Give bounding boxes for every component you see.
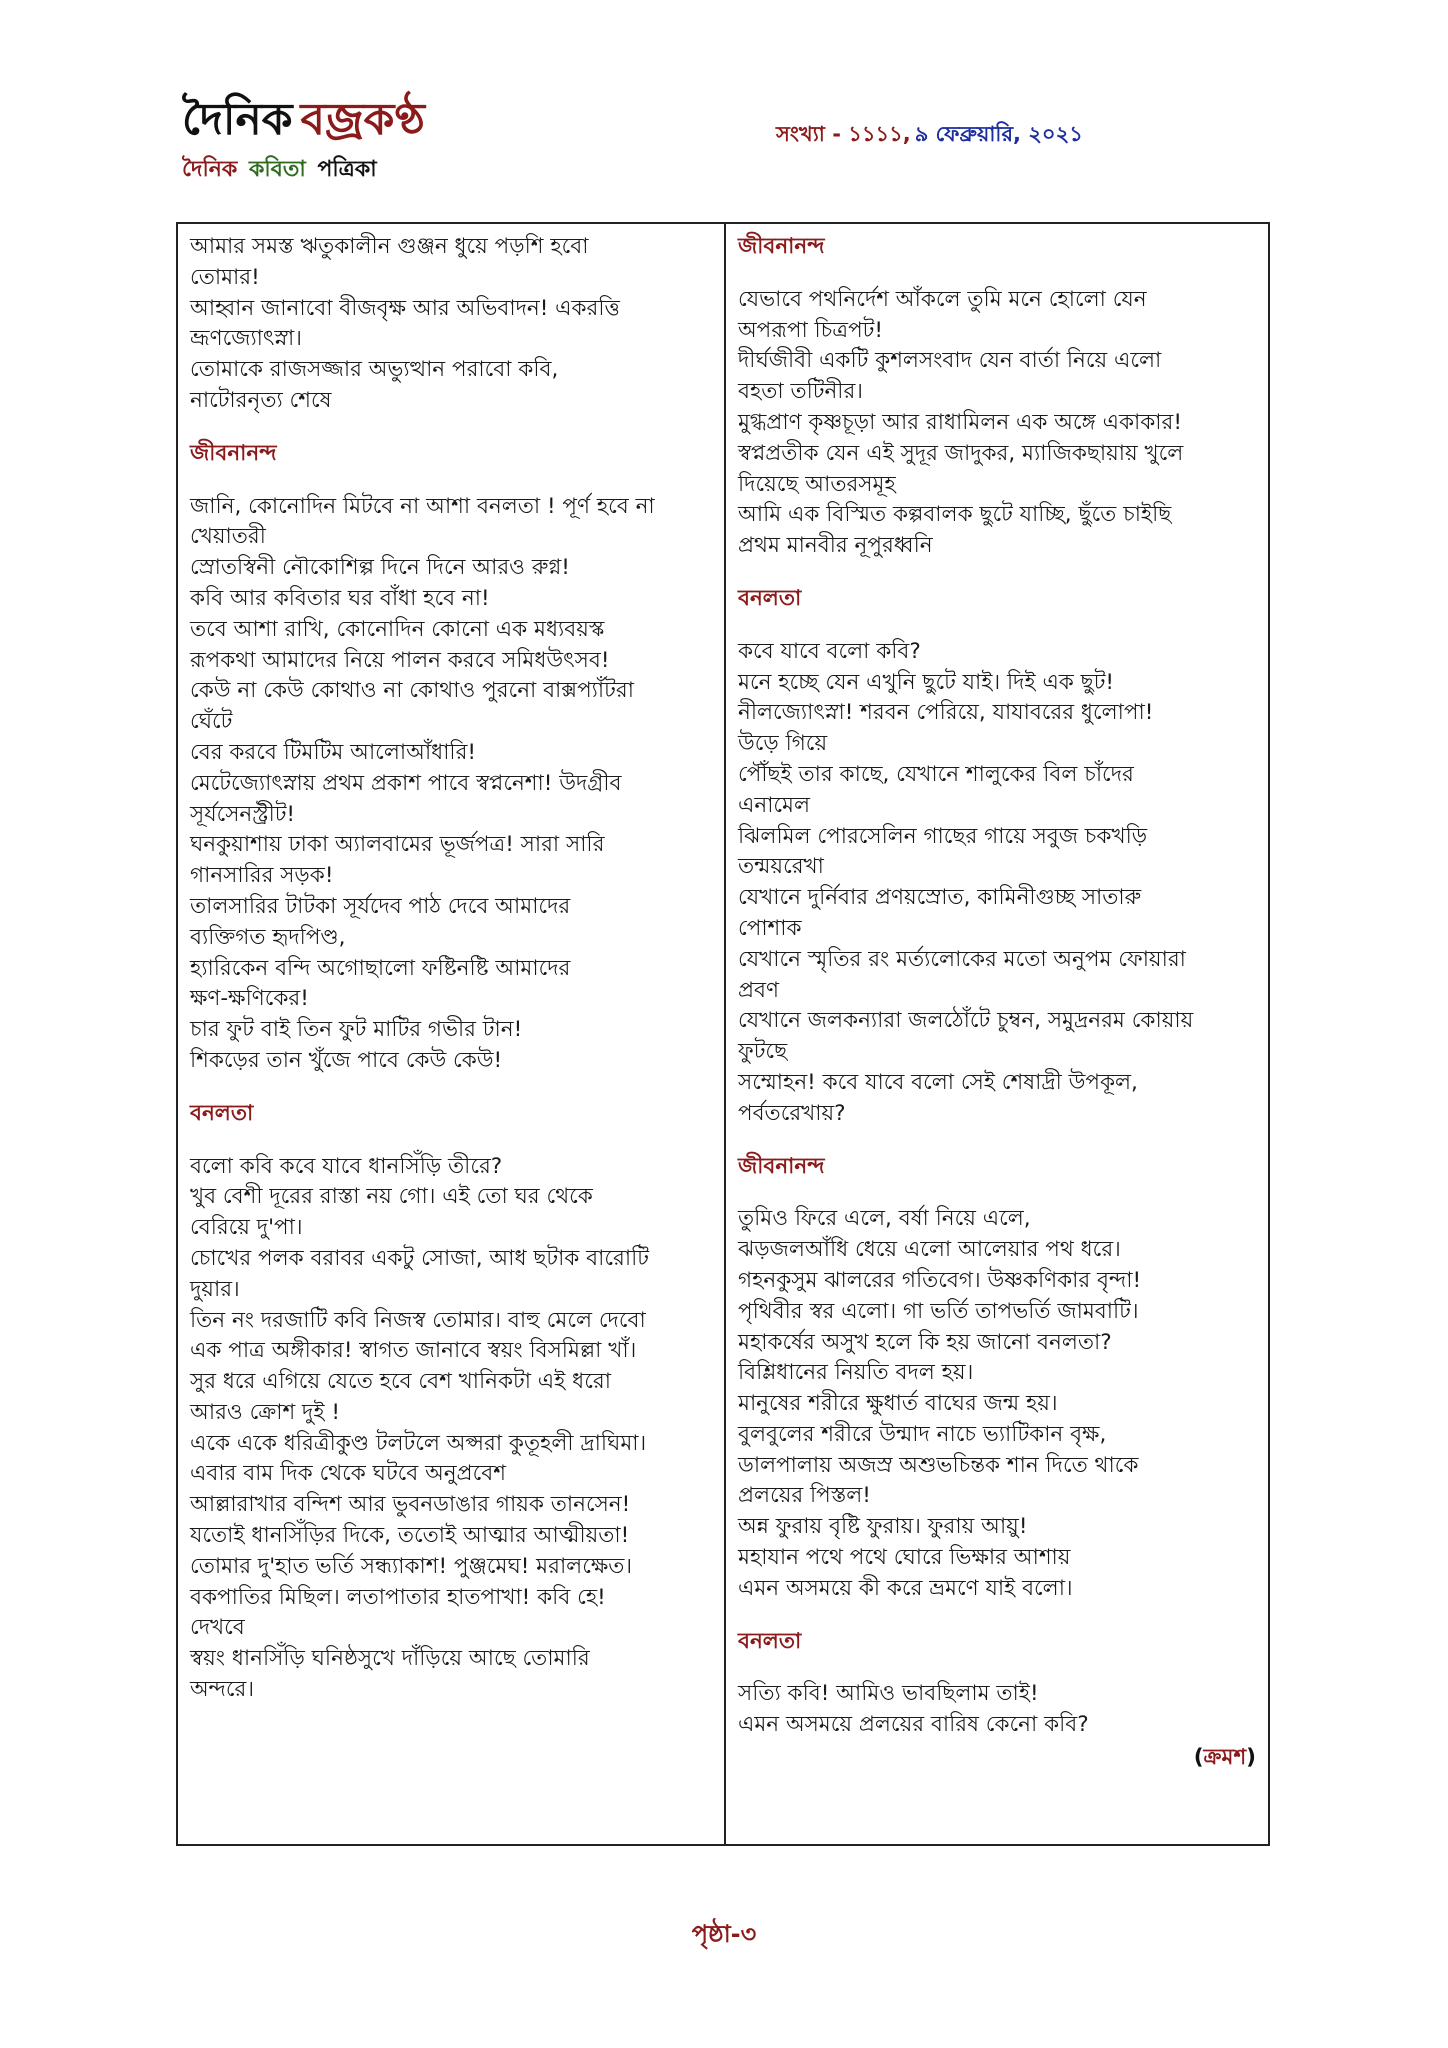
- poem-line: তোমার!: [190, 264, 260, 290]
- left-block-3: [190, 1152, 710, 1706]
- poem-line: একে একে ধরিত্রীকুণ্ড টলটলে অপ্সরা কুতূহলী দ্রাঘিমা।: [190, 1430, 647, 1456]
- masthead: [182, 96, 425, 189]
- poem-line: তুমিও ফিরে এলে, বর্ষা নিয়ে এলে,: [738, 1206, 1031, 1232]
- speaker-heading: জীবনানন্দ: [738, 1153, 825, 1179]
- poem-line: আমি এক বিস্মিত কল্পবালক ছুটে যাচ্ছি, ছুঁতে চাইছি: [738, 502, 1172, 528]
- poem-line: ঝড়জলআঁধি ধেয়ে এলো আলেয়ার পথ ধরে।: [738, 1237, 1121, 1263]
- poem-line: এবার বাম দিক থেকে ঘটবে অনুপ্রবেশ: [190, 1461, 506, 1487]
- poem-line: অন্দরে।: [190, 1677, 255, 1703]
- poem-line: গহনকুসুম ঝালরের গতিবেগ। উষ্ণকণিকার বৃন্দা!: [738, 1267, 1142, 1293]
- poem-line: ব্যক্তিগত হৃদপিণ্ড,: [190, 924, 346, 950]
- column-divider: [724, 224, 726, 1844]
- poem-line: মনে হচ্ছে যেন এখুনি ছুটে যাই। দিই এক ছুট!: [738, 669, 1115, 695]
- poem-line: ঘেঁটে: [190, 709, 233, 735]
- poem-line: সুর ধরে এগিয়ে যেতে হবে বেশ খানিকটা এই ধরো: [190, 1369, 611, 1395]
- speaker-heading: জীবনানন্দ: [738, 234, 825, 259]
- issue-number: সংখ্যা - ১১১১,: [776, 122, 911, 146]
- continued-open-paren: (: [1193, 1745, 1204, 1771]
- poem-line: বের করবে টিমটিম আলোআঁধারি!: [190, 739, 477, 765]
- poem-line: ডালপালায় অজস্র অশুভচিন্তক শান দিতে থাকে: [738, 1452, 1139, 1478]
- poem-line: ফুটছে: [738, 1039, 788, 1065]
- speaker-heading: বনলতা: [738, 585, 802, 611]
- poem-line: তন্ময়রেখা: [738, 854, 824, 880]
- poem-line: এক পাত্র অঙ্গীকার! স্বাগত জানাবে স্বয়ং বিসমিল্লা খাঁ।: [190, 1338, 637, 1364]
- poem-line: দেখবে: [190, 1615, 245, 1641]
- poem-line: বলো কবি কবে যাবে ধানসিঁড়ি তীরে?: [190, 1153, 503, 1179]
- poem-line: স্রোতস্বিনী নৌকোশিল্প দিনে দিনে আরও রুগ্ন!: [190, 555, 570, 581]
- poem-line: যেখানে স্মৃতির রং মর্ত্যলোকের মতো অনুপম ফোয়ারা: [738, 946, 1186, 972]
- poem-line: তোমার দু'হাত ভর্তি সন্ধ্যাকাশ! পুঞ্জমেঘ! মরালক্ষেত।: [190, 1553, 633, 1579]
- poem-line: নীলজ্যোৎস্না! শরবন পেরিয়ে, যাযাবরের ধুলোপা!: [738, 700, 1154, 726]
- issue-date: ৯ ফেব্রুয়ারি, ২০২১: [914, 122, 1083, 146]
- poem-line: নাটোরনৃত্য শেষে: [190, 387, 332, 413]
- poem-line: যেখানে দুর্নিবার প্রণয়স্রোত, কামিনীগুচ্ছ সাতারু: [738, 885, 1142, 911]
- poem-line: মহাকর্ষের অসুখ হলে কি হয় জানো বনলতা?: [738, 1329, 1112, 1355]
- poem-line: চোখের পলক বরাবর একটু সোজা, আধ ছটাক বারোটি: [190, 1245, 649, 1271]
- poem-line: রূপকথা আমাদের নিয়ে পালন করবে সমিধউৎসব!: [190, 647, 610, 673]
- poem-line: মানুষের শরীরে ক্ষুধার্ত বাঘের জন্ম হয়।: [738, 1391, 1058, 1417]
- poem-line: প্রলয়ের পিস্তল!: [738, 1483, 871, 1509]
- poem-line: তালসারির টাটকা সূর্যদেব পাঠ দেবে আমাদের: [190, 893, 571, 919]
- poem-line: ক্ষণ-ক্ষণিকের!: [190, 986, 309, 1012]
- poem-line: খেয়াতরী: [190, 524, 266, 550]
- poem-line: বিশ্লিধানের নিয়তি বদল হয়।: [738, 1360, 974, 1386]
- poem-line: সূর্যসেনস্ট্রীট!: [190, 801, 296, 827]
- poem-line: পর্বতরেখায়?: [738, 1100, 846, 1126]
- poem-line: জানি, কোনোদিন মিটবে না আশা বনলতা ! পূর্ণ হবে না: [190, 493, 655, 519]
- poem-line: আমার সমস্ত ঋতুকালীন গুঞ্জন ধুয়ে পড়শি হবো: [190, 234, 589, 259]
- poem-line: তবে আশা রাখি, কোনোদিন কোনো এক মধ্যবয়স্ক: [190, 616, 605, 642]
- poem-line: তিন নং দরজাটি কবি নিজস্ব তোমার। বাহু মেলে দেবো: [190, 1307, 646, 1333]
- poem-line: ঝিলমিল পোরসেলিন গাছের গায়ে সবুজ চকখড়ি: [738, 823, 1148, 849]
- poem-line: মুগ্ধপ্রাণ কৃষ্ণচূড়া আর রাধামিলন এক অঙ্গে একাকার!: [738, 409, 1182, 435]
- poem-line: কবি আর কবিতার ঘর বাঁধা হবে না!: [190, 585, 490, 611]
- poem-line: বেরিয়ে দু'পা।: [190, 1215, 303, 1241]
- logo-word-2: বজ্রকণ্ঠ: [300, 94, 425, 145]
- poem-line: এমন অসময়ে প্রলয়ের বারিষ কেনো কবি?: [738, 1712, 1089, 1738]
- poem-line: দিয়েছে আতরসমূহ: [738, 471, 896, 497]
- right-block-2: [738, 637, 1260, 1130]
- poem-line: পোশাক: [738, 915, 802, 941]
- poem-line: দীর্ঘজীবী একটি কুশলসংবাদ যেন বার্তা নিয়ে এলো: [738, 348, 1162, 374]
- poem-line: যতোই ধানসিঁড়ির দিকে, ততোই আত্মার আত্মীয়তা!: [190, 1523, 630, 1549]
- poem-line: বুলবুলের শরীরে উন্মাদ নাচে ভ্যাটিকান বৃক্ষ,: [738, 1421, 1107, 1447]
- poem-line: বহতা তটিনীর।: [738, 379, 863, 405]
- poem-line: সম্মোহন! কবে যাবে বলো সেই শেষাদ্রী উপকূল,: [738, 1069, 1138, 1095]
- poem-line: বকপাতির মিছিল। লতাপাতার হাতপাখা! কবি হে!: [190, 1584, 606, 1610]
- tagline-word-3: পত্রিকা: [317, 157, 377, 183]
- left-block-1: [190, 232, 710, 417]
- poem-line: তোমাকে রাজসজ্জার অভ্যুত্থান পরাবো কবি,: [190, 357, 559, 383]
- page-number: পৃষ্ঠা-৩: [691, 1920, 757, 1948]
- poem-line: পৌঁছই তার কাছে, যেখানে শালুকের বিল চাঁদের: [738, 761, 1134, 787]
- poem-line: অপরূপা চিত্রপট!: [738, 317, 884, 343]
- poem-line: শিকড়ের তান খুঁজে পাবে কেউ কেউ!: [190, 1047, 503, 1073]
- poem-line: মেটেজ্যোৎস্নায় প্রথম প্রকাশ পাবে স্বপ্ননেশা! উদগ্রীব: [190, 770, 622, 796]
- poem-line: অন্ন ফুরায় বৃষ্টি ফুরায়। ফুরায় আয়ু!: [738, 1514, 1028, 1540]
- poem-line: ভ্রূণজ্যোৎস্না।: [190, 326, 302, 352]
- left-column: [190, 232, 710, 1706]
- speaker-heading: বনলতা: [190, 1100, 254, 1126]
- poem-line: চার ফুট বাই তিন ফুট মাটির গভীর টান!: [190, 1017, 523, 1043]
- continued-word: ক্রমশ: [1203, 1745, 1247, 1771]
- poem-line: যেখানে জলকন্যারা জলঠোঁটে চুম্বন, সমুদ্রনরম কোয়ায়: [738, 1008, 1194, 1034]
- poem-line: এনামেল: [738, 792, 811, 818]
- poem-line: যেভাবে পথনির্দেশ আঁকলে তুমি মনে হোলো যেন: [738, 286, 1147, 312]
- poem-line: প্রথম মানবীর নূপুরধ্বনি: [738, 533, 933, 559]
- poem-line: উড়ে গিয়ে: [738, 731, 828, 757]
- tagline-word-2: কবিতা: [248, 157, 306, 183]
- poem-line: গানসারির সড়ক!: [190, 863, 334, 889]
- poem-line: স্বয়ং ধানসিঁড়ি ঘনিষ্ঠসুখে দাঁড়িয়ে আছে তোমারি: [190, 1646, 590, 1672]
- issue-info: [776, 118, 1083, 153]
- left-block-2: [190, 492, 710, 1077]
- poem-line: কেউ না কেউ কোথাও না কোথাও পুরনো বাক্সপ্যাঁটরা: [190, 678, 634, 704]
- poem-line: আহ্বান জানাবো বীজবৃক্ষ আর অভিবাদন! একরত্তি: [190, 295, 620, 321]
- right-column: [738, 232, 1260, 1774]
- poem-line: মহাযান পথে পথে ঘোরে ভিক্ষার আশায়: [738, 1545, 1071, 1571]
- continued-close-paren: ): [1246, 1745, 1256, 1771]
- poem-line: প্রবণ: [738, 977, 780, 1003]
- speaker-heading: বনলতা: [738, 1628, 802, 1654]
- poem-line: সত্যি কবি! আমিও ভাবছিলাম তাই!: [738, 1681, 1039, 1707]
- right-block-1: [738, 285, 1260, 562]
- tagline: [182, 152, 425, 189]
- poem-line: কবে যাবে বলো কবি?: [738, 638, 921, 664]
- logo-word-1: দৈনিক: [182, 94, 293, 145]
- newspaper-logo: [182, 96, 425, 144]
- tagline-word-1: দৈনিক: [182, 157, 238, 183]
- poem-line: আল্লারাখার বন্দিশ আর ভুবনডাঙার গায়ক তানসেন!: [190, 1492, 631, 1518]
- poem-line: এমন অসময়ে কী করে ভ্রমণে যাই বলো।: [738, 1575, 1073, 1601]
- right-block-4: [738, 1679, 1260, 1741]
- poem-line: স্বপ্নপ্রতীক যেন এই সুদূর জাদুকর, ম্যাজিকছায়ায় খুলে: [738, 440, 1184, 466]
- poem-line: হ্যারিকেন বন্দি অগোছালো ফষ্টিনষ্টি আমাদের: [190, 955, 571, 981]
- poem-line: ঘনকুয়াশায় ঢাকা অ্যালবামের ভূর্জপত্র! সারা সারি: [190, 832, 605, 858]
- poem-line: দুয়ার।: [190, 1276, 240, 1302]
- right-block-3: [738, 1204, 1260, 1604]
- speaker-heading: জীবনানন্দ: [190, 440, 277, 466]
- poem-line: খুব বেশী দূরের রাস্তা নয় গো। এই তো ঘর থেকে: [190, 1184, 593, 1210]
- poem-line: আরও ক্রোশ দুই !: [190, 1399, 340, 1425]
- poem-line: পৃথিবীর স্বর এলো। গা ভর্তি তাপভর্তি জামবাটি।: [738, 1298, 1139, 1324]
- to-be-continued-note: [738, 1743, 1260, 1774]
- poem-frame: [176, 222, 1270, 1846]
